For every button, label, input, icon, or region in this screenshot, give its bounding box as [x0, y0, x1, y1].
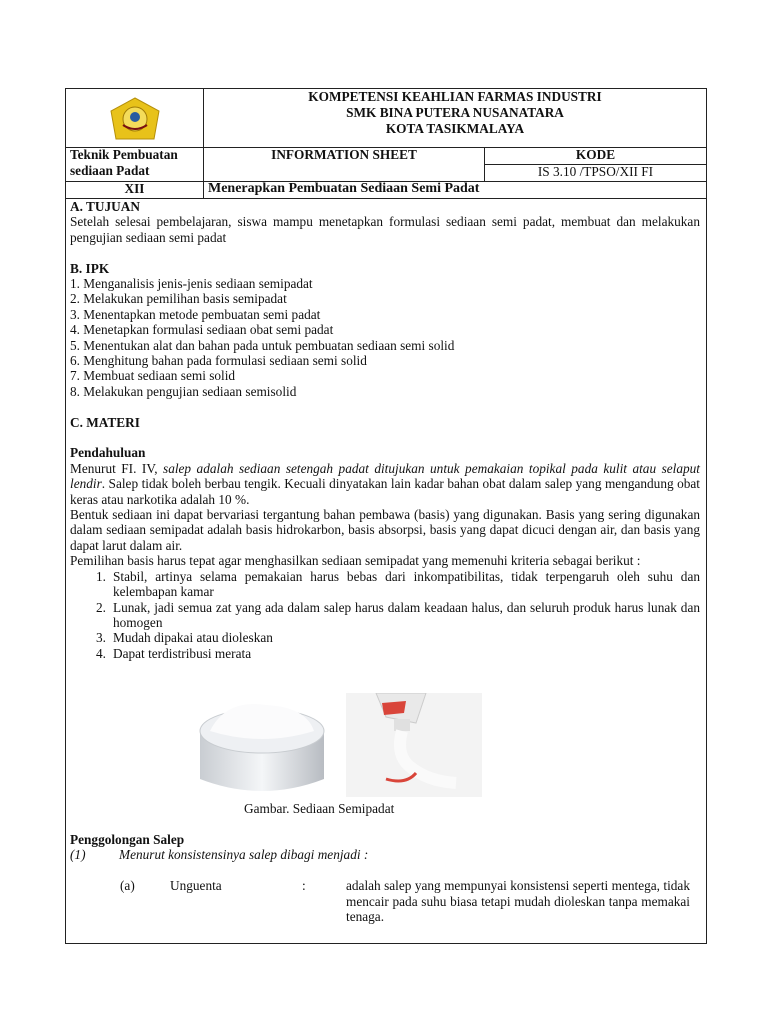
list-item: 8. Melakukan pengujian sediaan semisolid	[70, 383, 297, 399]
subject-line: sediaan Padat	[70, 163, 150, 178]
list-item: 7. Membuat sediaan semi solid	[70, 368, 236, 384]
list-item: 5. Menentukan alat dan bahan pada untuk pembuatan sediaan semi solid	[70, 337, 455, 353]
text: Menurut FI. IV,	[70, 460, 164, 476]
sheet-type: INFORMATION SHEET	[204, 147, 485, 181]
definition-term: Unguenta	[170, 878, 222, 894]
school-title	[204, 89, 706, 137]
figure-images	[70, 661, 700, 801]
grade: XII	[66, 181, 204, 198]
list-item: 4. Dapat terdistribusi merata	[96, 645, 252, 661]
topic-row	[66, 181, 706, 199]
subject-line: Teknik Pembuatan	[70, 147, 178, 162]
list-item: 1. Stabil, artinya selama pemakaian harus bebas dari inkompatibilitas, tidak terpengaruh oleh suhu dan kelembapan kamar	[96, 568, 700, 600]
paragraph: Bentuk sediaan ini dapat bervariasi tergantung bahan pembawa (basis) yang digunakan. Basis yang sering digunakan dalam sediaan semipadat adalah basis hidrokarbon, basis absorpsi, basis yang dapat dicuci dengan air, dan basis yang dapat larut dalam air.	[70, 507, 700, 553]
tujuan-text: Setelah selesai pembelajaran, siswa mampu menetapkan formulasi sediaan semi padat, membuat dan melakukan pengujian sediaan semi padat	[70, 214, 700, 245]
figure-caption: Gambar. Sediaan Semipadat	[244, 801, 395, 817]
header-row	[66, 89, 706, 148]
cream-jar-image	[186, 691, 338, 801]
topic-title: Menerapkan Pembuatan Sediaan Semi Padat	[208, 181, 480, 196]
content	[70, 199, 700, 926]
list-item: 4. Menetapkan formulasi sediaan obat semi padat	[70, 322, 334, 338]
definition-item	[70, 878, 700, 926]
list-item: 2. Lunak, jadi semua zat yang ada dalam salep harus dalam keadaan halus, dan seluruh produk harus lunak dan homogen	[96, 599, 700, 630]
list-item: 3. Mudah dipakai atau dioleskan	[96, 630, 273, 646]
list-item: 1. Menganalisis jenis-jenis sediaan semipadat	[70, 276, 313, 292]
school-line: KOMPETENSI KEAHLIAN FARMAS INDUSTRI	[308, 89, 602, 104]
subsection-text: Menurut konsistensinya salep dibagi menjadi :	[119, 847, 369, 863]
definition-label: (a)	[120, 878, 135, 894]
subsection	[70, 847, 700, 862]
section-heading-tujuan: A. TUJUAN	[70, 199, 140, 214]
school-line: KOTA TASIKMALAYA	[385, 121, 525, 136]
ipk-list	[70, 276, 700, 399]
paragraph: Pemilihan basis harus tepat agar menghasilkan sediaan semipadat yang memenuhi kriteria sebagai berikut :	[70, 553, 641, 569]
list-item: 6. Menghitung bahan pada formulasi sediaan semi solid	[70, 353, 367, 369]
ointment-tube-image	[346, 693, 482, 797]
subsection-number: (1)	[70, 847, 86, 863]
section-heading-ipk: B. IPK	[70, 260, 110, 276]
criteria-list	[70, 569, 700, 661]
list-item: 3. Menentapkan metode pembuatan semi padat	[70, 306, 321, 322]
info-row	[66, 147, 706, 182]
pendahuluan-heading: Pendahuluan	[70, 445, 146, 461]
school-logo-icon	[109, 97, 161, 141]
school-line: SMK BINA PUTERA NUSANATARA	[346, 105, 564, 120]
text: . Salep tidak boleh berbau tengik. Kecuali dinyatakan lain kadar bahan obat dalam salep yang mengandung obat keras atau narkotika adalah 10 %.	[70, 476, 700, 507]
kode-label: KODE	[485, 147, 706, 165]
paragraph	[70, 461, 700, 507]
definition-colon: :	[302, 878, 306, 894]
definition-text: adalah salep yang mempunyai konsistensi seperti mentega, tidak mencair pada suhu biasa tetapi mudah dioleskan tanpa memakai tenaga.	[346, 878, 690, 924]
definition-italic: salep adalah sediaan setengah padat ditujukan untuk pemakaian topikal pada kulit atau selaput lendir	[70, 460, 700, 492]
logo-cell	[66, 89, 204, 147]
penggolongan-heading: Penggolongan Salep	[70, 831, 185, 847]
information-sheet	[65, 88, 707, 944]
kode-value: IS 3.10 /TPSO/XII FI	[537, 164, 654, 179]
subject-cell	[66, 147, 204, 181]
section-heading-materi: C. MATERI	[70, 414, 140, 430]
list-item: 2. Melakukan pemilihan basis semipadat	[70, 291, 287, 307]
